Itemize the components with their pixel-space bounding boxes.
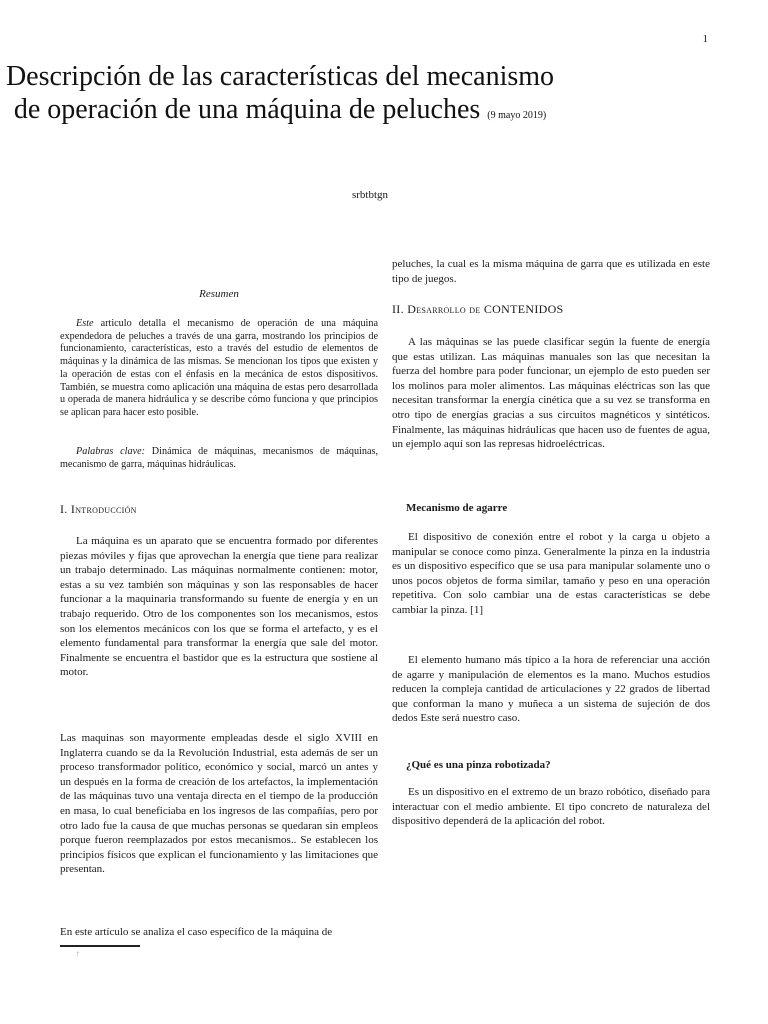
- subheading-grip-mechanism: Mecanismo de agarre: [406, 502, 508, 514]
- author-name: srbtbtgn: [351, 189, 389, 201]
- intro-paragraph-3: En este artículo se analiza el caso específico de la máquina de: [60, 926, 333, 938]
- abstract-lead-word: Este: [76, 318, 94, 329]
- development-paragraph: A las máquinas se las puede clasificar según la fuente de energía que estas utilizan. Las máquinas manuales son las que necesitan la fuerza del hombre para poder funcionar, un ejemplo de esto pueden ser los molinos para moler alimentos. Las máquinas eléctricas son las que necesitan transformar la energía cinética que a su vez se transforma en otro tipo de energías gracias a sus circuitos magnéticos y sintéticos. Finalmente, las máquinas hidráulicas que hacen uso de fuentes de agua, un ejemplo aquí son las represas hidroeléctricas.: [392, 336, 710, 451]
- keywords-text: Dinámica de máquinas, mecanismos de máquinas, mecanismo de garra, máquinas hidráulicas.: [60, 446, 378, 470]
- paper-title: [0, 60, 560, 132]
- subheading-robotic-gripper: ¿Qué es una pinza robotizada?: [406, 759, 551, 771]
- abstract-heading: Resumen: [199, 288, 239, 300]
- title-date: (9 mayo 2019): [487, 110, 547, 121]
- abstract-text: articulo detalla el mecanismo de operación de una máquina expendedora de peluches a través de una garra, mostrando los principios de funcionamiento, características, esto a través del estudio de elementos de máquinas y la dinámica de las mismas. Se mencionan los tipos que existen y la operación de estas con el énfasis en la mecánica de estos dispositivos. También, se muestra como aplicación una máquina de estas pero desarrollada u operada de manera hidráulica y se describe cómo funciona y que principios se aplican para hacer esto posible.: [60, 318, 378, 418]
- section-2-heading: II. Desarrollo de CONTENIDOS: [392, 302, 564, 316]
- intro-continuation: peluches, la cual es la misma máquina de garra que es utilizada en este tipo de juegos.: [392, 258, 710, 285]
- abstract-body: [60, 318, 378, 420]
- footnote-mark: †: [76, 950, 80, 958]
- page-number: 1: [702, 33, 708, 45]
- grip-paragraph-1: El dispositivo de conexión entre el robot y la carga u objeto a manipular se conoce como pinza. Generalmente la pinza en la industria es un dispositivo específico que se usa para manipular solamente uno o unos pocos objetos de forma similar, tamaño y peso en una operación repetitiva. Con solo cambiar una de estas características se debe cambiar la pinza. [1]: [392, 531, 710, 616]
- footnote-rule: [60, 945, 140, 947]
- grip-paragraph-2: El elemento humano más típico a la hora de referenciar una acción de agarre y manipulación de elementos es la mano. Muchos estudios reducen la compleja cantidad de articulaciones y 22 grados de libertad que conforman la mano y muñeca a un sistema de sujeción de dos dedos Este será nuestro caso.: [392, 654, 710, 725]
- intro-paragraph-2: Las maquinas son mayormente empleadas desde el siglo XVIII en Inglaterra cuando se da la Revolución Industrial, esta además de ser un proceso transformador político, económico y social, marcó un antes y un después en la forma de creación de los artefactos, la implementación de las máquinas tuvo una ventaja directa en el tiempo de la producción en masa, lo cual beneficiaba en los ingresos de las compañías, pero por otro lado fue la causa de que muchas personas se quedaran sin empleos porque fueron reemplazados por estos mecanismos.. Se establecen los principios físicos que explican el funcionamiento y las limitaciones que presentan.: [60, 732, 378, 876]
- keywords: [60, 446, 378, 471]
- section-1-heading: I. Introducción: [60, 502, 137, 516]
- keywords-label: Palabras clave:: [76, 446, 146, 457]
- title-text: Descripción de las características del mecanismo de operación de una máquina de peluches: [5, 61, 555, 125]
- intro-paragraph-1: La máquina es un aparato que se encuentra formado por diferentes piezas móviles y fijas que aprovechan la energía que tiene para realizar un trabajo determinado. Las máquinas normalmente contienen: motor, estas a su vez también son máquinas y son las responsables de hacer funcionar a la maquinaria transformando su fuente de energía y en un trabajo requerido. Otro de los componentes son los mecanismos, estos son los elementos mecánicos con los que se forma el artefacto, y es el elemento fundamental para transformar la energía que sale del motor. Finalmente se encuentra el bastidor que es la estructura que sostiene al motor.: [60, 535, 378, 679]
- gripper-paragraph: Es un dispositivo en el extremo de un brazo robótico, diseñado para interactuar con el medio ambiente. El tipo concreto de naturaleza del dispositivo dependerá de la aplicación del robot.: [392, 786, 710, 828]
